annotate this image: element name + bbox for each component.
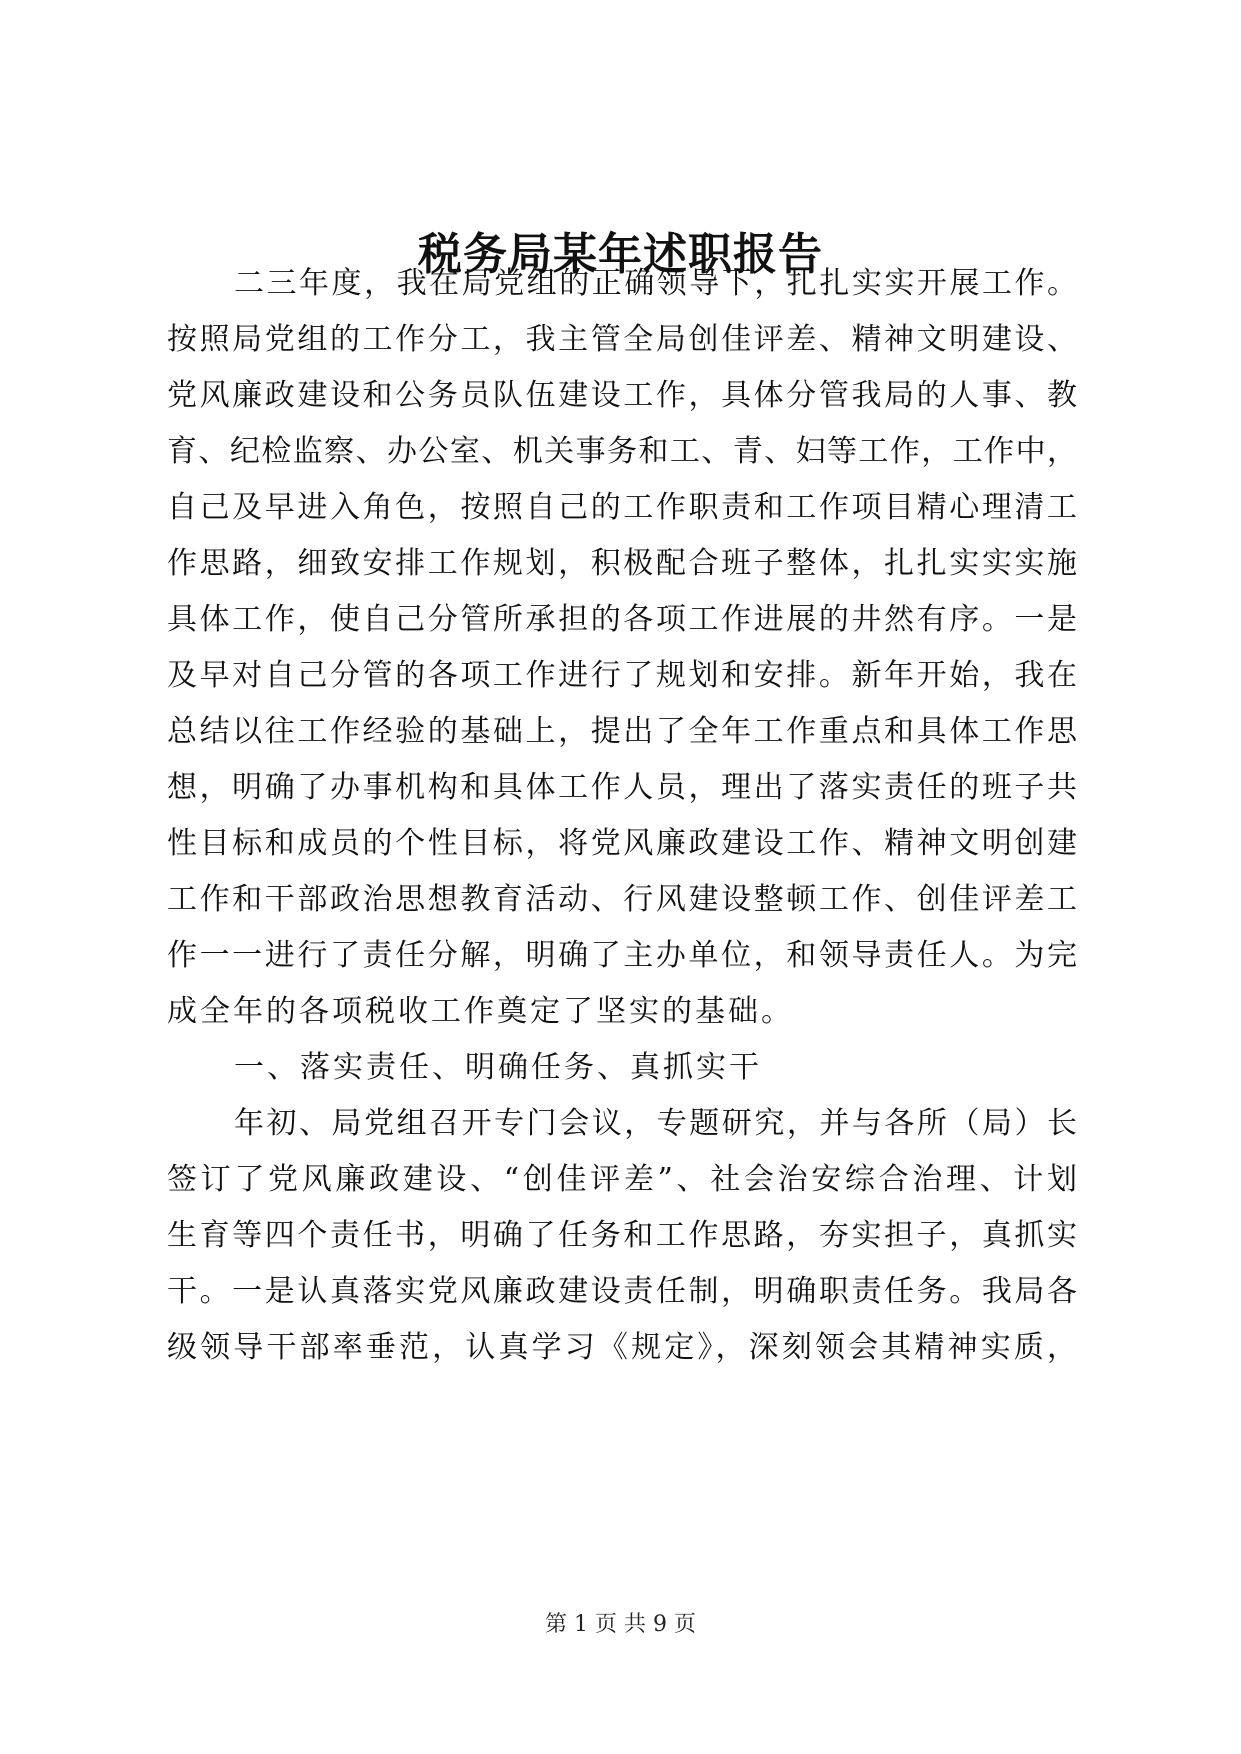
body-line: 干。一是认真落实党风廉政建设责任制，明确职责任务。我局各 [167, 1274, 1077, 1309]
body-line: 级领导干部率垂范，认真学习《规定》，深刻领会其精神实质， [167, 1330, 1077, 1365]
body-line: 签订了党风廉政建设、“创佳评差”、社会治安综合治理、计划 [167, 1162, 1077, 1197]
body-line: 成全年的各项税收工作奠定了坚实的基础。 [167, 994, 794, 1029]
body-line: 及早对自己分管的各项工作进行了规划和安排。新年开始，我在 [167, 658, 1077, 693]
body-line: 自己及早进入角色，按照自己的工作职责和工作项目精心理清工 [167, 490, 1077, 525]
body-line: 工作和干部政治思想教育活动、行风建设整顿工作、创佳评差工 [167, 882, 1077, 917]
body-line: 生育等四个责任书，明确了任务和工作思路，夯实担子，真抓实 [167, 1218, 1077, 1253]
body-line: 性目标和成员的个性目标，将党风廉政建设工作、精神文明创建 [167, 826, 1077, 861]
body-line: 作一一进行了责任分解，明确了主办单位，和领导责任人。为完 [167, 938, 1077, 973]
document-title: 税务局某年述职报告 [418, 229, 823, 280]
body-line: 年初、局党组召开专门会议，专题研究，并与各所（局）长 [234, 1106, 1077, 1141]
body-line: 具体工作，使自己分管所承担的各项工作进展的井然有序。一是 [167, 602, 1077, 637]
body-line: 党风廉政建设和公务员队伍建设工作，具体分管我局的人事、教 [167, 378, 1077, 413]
section-heading: 一、落实责任、明确任务、真抓实干 [234, 1050, 762, 1085]
body-line: 育、纪检监察、办公室、机关事务和工、青、妇等工作，工作中， [167, 434, 1077, 469]
body-line: 想，明确了办事机构和具体工作人员，理出了落实责任的班子共 [167, 770, 1077, 805]
page-number: 第 1 页 共 9 页 [545, 1612, 696, 1637]
body-line: 作思路，细致安排工作规划，积极配合班子整体，扎扎实实实施 [167, 546, 1077, 581]
body-line: 总结以往工作经验的基础上，提出了全年工作重点和具体工作思 [167, 714, 1077, 749]
body-line: 按照局党组的工作分工，我主管全局创佳评差、精神文明建设、 [167, 322, 1077, 357]
body-line: 二三年度，我在局党组的正确领导下，扎扎实实开展工作。 [234, 266, 1077, 301]
